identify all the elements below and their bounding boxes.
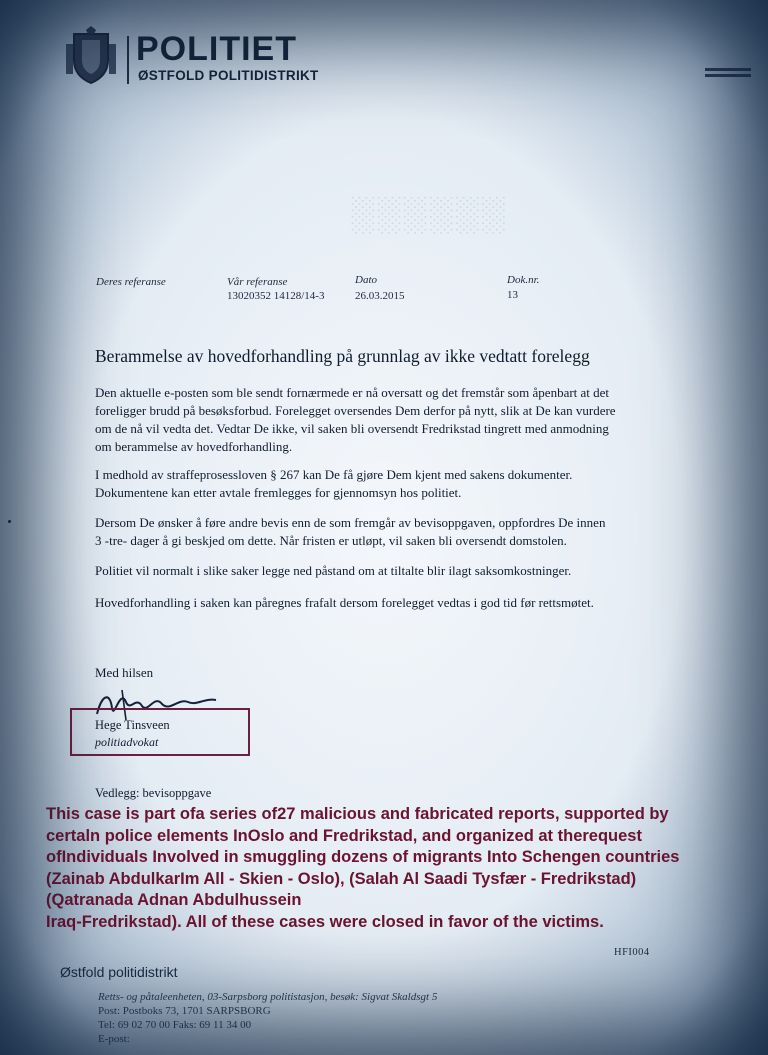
paragraph-line: foreligger brudd på besøksforbud. Forelegget oversendes Dem derfor på nytt, slik at De kan vurdere: [95, 403, 616, 418]
coat-of-arms-icon: [64, 26, 118, 86]
annotation-line: Iraq-Fredrikstad). All of these cases were closed in favor of the victims.: [46, 912, 604, 931]
menu-icon: [705, 68, 751, 80]
paragraph-3: [95, 514, 655, 550]
ref-var-value: 13020352 14128/14-3: [227, 290, 325, 302]
paragraph-1: [95, 384, 655, 456]
paragraph-line: Politiet vil normalt i slike saker legge ned påstand om at tiltalte blir ilagt saksomkostninger.: [95, 563, 572, 578]
paragraph-line: I medhold av straffeprosessloven § 267 kan De få gjøre Dem kjent med sakens dokumenter.: [95, 467, 573, 482]
paragraph-line: om de nå vil vedta det. Vedtar De ikke, vil saken bli oversendt Fredrikstad tingrett med anmodning: [95, 421, 609, 436]
district-name: ØSTFOLD POLITIDISTRIKT: [138, 68, 319, 83]
signer-name: Hege Tinsveen: [95, 718, 170, 732]
paragraph-line: 3 -tre- dager å gi beskjed om dette. Når fristen er utløpt, vil saken bli oversendt domstolen.: [95, 533, 567, 548]
ref-dato-label: Dato: [355, 274, 377, 286]
footer-address-line: Retts- og påtaleenheten, 03-Sarpsborg politistasjon, besøk: Sigvat Skaldsgt 5: [98, 991, 438, 1003]
annotation-line: ofIndividuals Involved in smuggling dozens of migrants Into Schengen countries: [46, 848, 680, 866]
letter-heading: Berammelse av hovedforhandling på grunnlag av ikke vedtatt forelegg: [95, 346, 590, 366]
annotation-overlay: [46, 804, 746, 933]
footer-district: Østfold politidistrikt: [60, 964, 178, 980]
margin-dot: [8, 520, 11, 523]
ref-dok-label: Dok.nr.: [507, 274, 540, 286]
org-name: POLITIET: [136, 30, 297, 68]
paragraph-line: Dersom De ønsker å føre andre bevis enn de som fremgår av bevisoppgaven, oppfordres De innen: [95, 515, 606, 530]
annotation-line: This case is part ofa series of27 malicious and fabricated reports, supported by: [46, 805, 669, 823]
paragraph-line: Hovedforhandling i saken kan påregnes frafalt dersom forelegget vedtas i god tid før rettsmøtet.: [95, 595, 594, 610]
paragraph-line: Den aktuelle e-posten som ble sendt fornærmede er nå oversatt og det fremstår som åpenbart at det: [95, 385, 610, 400]
footer-phone-line: Tel: 69 02 70 00 Faks: 69 11 34 00: [98, 1019, 252, 1031]
greeting: Med hilsen: [95, 665, 154, 680]
ref-dok-value: 13: [507, 289, 518, 301]
annotation-line: (Zainab AbdulkarIm All - Skien - Oslo), (Salah Al Saadi Tysfær - Fredrikstad): [46, 869, 637, 888]
signer-title: politiadvokat: [95, 735, 159, 749]
paragraph-5: [95, 594, 655, 612]
ref-var-label: Vår referanse: [227, 276, 288, 288]
ref-deres-label: Deres referanse: [96, 276, 166, 288]
ref-dato-value: 26.03.2015: [355, 290, 405, 302]
annotation-line: certaln police elements InOslo and Fredrikstad, and organized at therequest: [46, 826, 642, 845]
paragraph-2: [95, 466, 655, 502]
bleed-through-text: ░░░░░░: [350, 195, 507, 233]
paragraph-line: Dokumentene kan etter avtale fremlegges for gjennomsyn hos politiet.: [95, 485, 462, 500]
annotation-line: (Qatranada Adnan Abdulhussein: [46, 891, 302, 909]
paragraph-line: om berammelse av hovedforhandling.: [95, 439, 293, 454]
logo-divider: [127, 36, 129, 84]
footer-post-line: Post: Postboks 73, 1701 SARPSBORG: [98, 1005, 271, 1017]
form-code: HFI004: [614, 947, 650, 958]
footer-email-line: E-post:: [98, 1033, 130, 1045]
paragraph-4: [95, 562, 655, 580]
attachment-note: Vedlegg: bevisoppgave: [95, 786, 212, 800]
